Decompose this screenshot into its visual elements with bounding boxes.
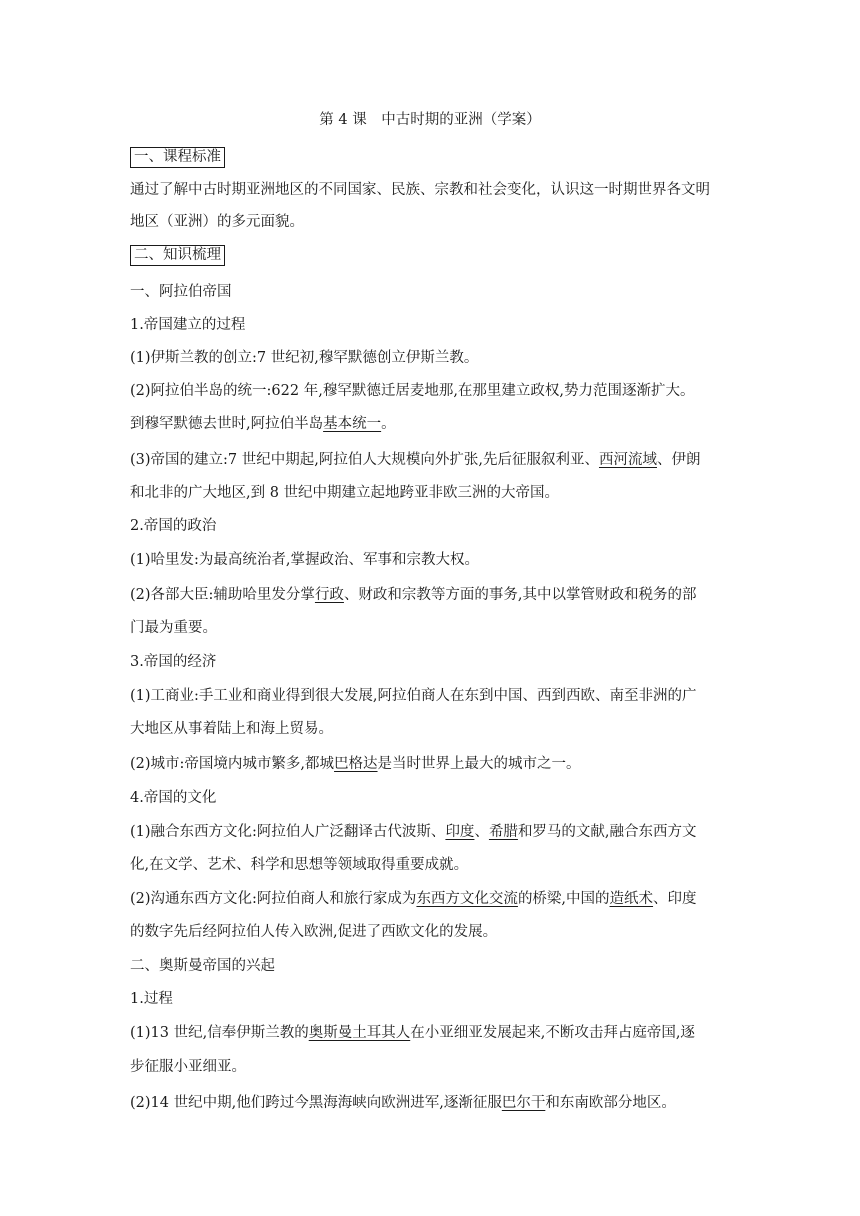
underlined-answer: 基本统一 xyxy=(323,416,382,432)
paragraph-line: 步征服小亚细亚。 xyxy=(130,1059,246,1075)
paragraph-line: (1)伊斯兰教的创立:7 世纪初,穆罕默德创立伊斯兰教。 xyxy=(130,350,479,366)
page-title: 第 4 课 中古时期的亚洲（学案） xyxy=(319,112,541,128)
section-heading-course-standard xyxy=(130,147,730,168)
boxed-heading: 二、知识梳理 xyxy=(130,245,225,266)
underlined-answer: 东西方文化交流 xyxy=(416,891,518,907)
paragraph-line: 到穆罕默德去世时,阿拉伯半岛基本统一。 xyxy=(130,416,396,432)
paragraph-line: (3)帝国的建立:7 世纪中期起,阿拉伯人大规模向外扩张,先后征服叙利亚、西河流域、伊朗 xyxy=(130,452,701,468)
paragraph-line: (2)阿拉伯半岛的统一:622 年,穆罕默德迁居麦地那,在那里建立政权,势力范围逐渐扩大。 xyxy=(130,383,695,399)
paragraph-line: (2)沟通东西方文化:阿拉伯商人和旅行家成为东西方文化交流的桥梁,中国的造纸术、印度 xyxy=(130,891,697,907)
paragraph-line: (1)哈里发:为最高统治者,掌握政治、军事和宗教大权。 xyxy=(130,552,480,568)
paragraph-line: 的数字先后经阿拉伯人传入欧洲,促进了西欧文化的发展。 xyxy=(130,924,498,940)
subheading: 1.帝国建立的过程 xyxy=(130,317,246,333)
paragraph-line: (1)工商业:手工业和商业得到很大发展,阿拉伯商人在东到中国、西到西欧、南至非洲的广 xyxy=(130,688,697,704)
paragraph-line: (2)城市:帝国境内城市繁多,都城巴格达是当时世界上最大的城市之一。 xyxy=(130,756,581,772)
heading-arab-empire: 一、阿拉伯帝国 xyxy=(130,284,232,300)
underlined-answer: 巴格达 xyxy=(334,756,378,772)
paragraph-line: 门最为重要。 xyxy=(130,620,217,636)
subheading: 4.帝国的文化 xyxy=(130,790,217,806)
subheading: 2.帝国的政治 xyxy=(130,518,217,534)
underlined-answer: 希腊 xyxy=(488,824,518,840)
underlined-answer: 印度 xyxy=(445,824,475,840)
subheading: 3.帝国的经济 xyxy=(130,654,217,670)
heading-ottoman-empire: 二、奥斯曼帝国的兴起 xyxy=(130,958,275,974)
paragraph-line: (1)融合东西方文化:阿拉伯人广泛翻译古代波斯、印度、希腊和罗马的文献,融合东西方文 xyxy=(130,824,697,840)
subheading: 1.过程 xyxy=(130,991,173,1007)
section-heading-knowledge-review xyxy=(130,245,730,266)
paragraph-line: 化,在文学、艺术、科学和思想等领域取得重要成就。 xyxy=(130,857,469,873)
underlined-answer: 行政 xyxy=(314,587,344,603)
underlined-answer: 造纸术 xyxy=(609,891,654,907)
paragraph-line: (2)各部大臣:辅助哈里发分掌行政、财政和宗教等方面的事务,其中以掌管财政和税务的部 xyxy=(130,587,697,603)
underlined-answer: 西河流域 xyxy=(598,452,657,468)
paragraph-line: 地区（亚洲）的多元面貌。 xyxy=(130,214,304,230)
paragraph-line: 通过了解中古时期亚洲地区的不同国家、民族、宗教和社会变化，认识这一时期世界各文明 xyxy=(130,182,710,198)
paragraph-line: (2)14 世纪中期,他们跨过今黑海海峡向欧洲进军,逐渐征服巴尔干和东南欧部分地区。 xyxy=(130,1095,676,1111)
underlined-answer: 奥斯曼土耳其人 xyxy=(308,1025,411,1041)
paragraph-line: 和北非的广大地区,到 8 世纪中期建立起地跨亚非欧三洲的大帝国。 xyxy=(130,485,560,501)
boxed-heading: 一、课程标准 xyxy=(130,147,225,168)
paragraph-line: 大地区从事着陆上和海上贸易。 xyxy=(130,721,333,737)
paragraph-line: (1)13 世纪,信奉伊斯兰教的奥斯曼土耳其人在小亚细亚发展起来,不断攻击拜占庭帝国,逐 xyxy=(130,1025,695,1041)
underlined-answer: 巴尔干 xyxy=(501,1095,546,1111)
